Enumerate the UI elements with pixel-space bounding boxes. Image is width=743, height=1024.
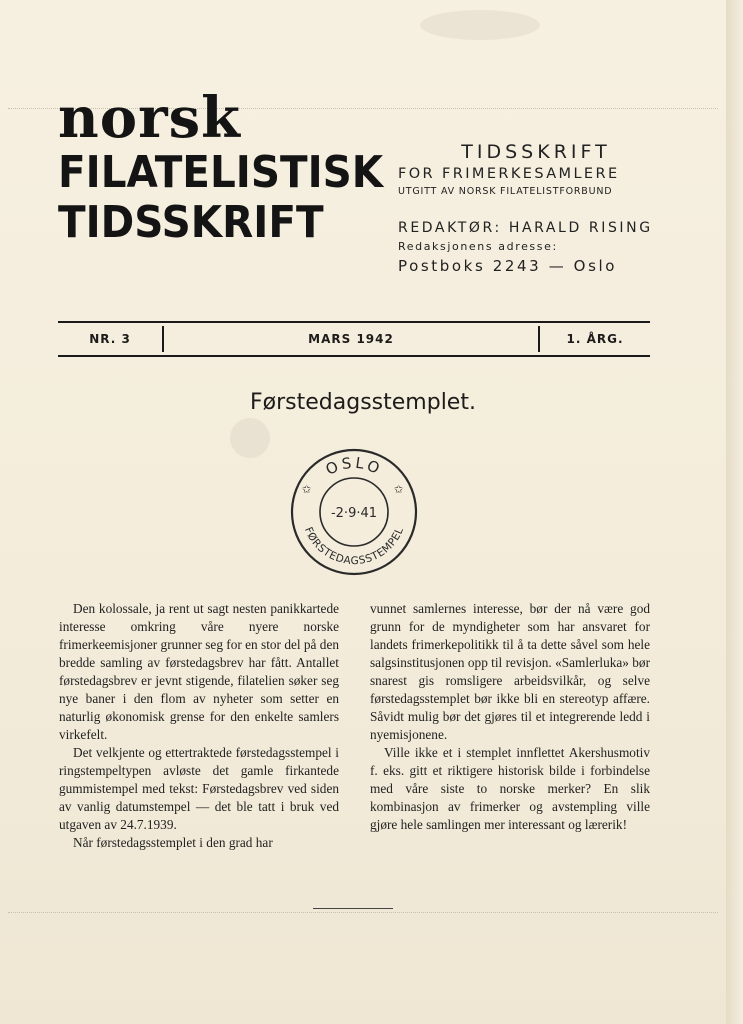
- paragraph: Ville ikke et i stemplet innflettet Akershusmotiv f. eks. gitt et riktigere historisk bilde i forbindelse med våre siste to norske merker? En slik kombinasjon av frimerker og avstempling ville gjøre hele samlingen mer interessant og lærerik!: [370, 745, 650, 832]
- publication-info: [398, 140, 658, 276]
- bottom-dotted-rule: [8, 912, 718, 913]
- info-editor: REDAKTØR: HARALD RISING: [398, 220, 653, 236]
- info-subtitle: FOR FRIMERKESAMLERE: [398, 166, 620, 182]
- issue-date: MARS 1942: [308, 332, 394, 346]
- postmark-caption: FØRSTEDAGSSTEMPEL: [301, 525, 407, 568]
- page-edge: [726, 0, 743, 1024]
- info-title: TIDSSKRIFT: [461, 141, 611, 163]
- issue-bar: [58, 321, 650, 357]
- article-column-right: [370, 600, 650, 834]
- masthead: [58, 85, 384, 248]
- masthead-filatelistisk: FILATELISTISK: [58, 147, 384, 198]
- postmark-date: -2·9·41: [330, 506, 378, 521]
- article-column-left: [59, 600, 339, 852]
- postmark-star-left: ✩: [302, 483, 312, 496]
- issue-year: 1. ÅRG.: [566, 332, 624, 346]
- article-title: Førstedagsstemplet.: [250, 390, 476, 415]
- info-publisher: UTGITT AV NORSK FILATELISTFORBUND: [398, 186, 613, 197]
- issue-number: NR. 3: [89, 332, 131, 346]
- masthead-tidsskrift: TIDSSKRIFT: [58, 197, 324, 248]
- first-day-postmark: [288, 446, 420, 578]
- article-end-rule: [313, 908, 393, 909]
- postmark-star-right: ✩: [394, 483, 404, 496]
- info-address: Postboks 2243 — Oslo: [398, 257, 618, 275]
- paragraph: Det velkjente og ettertraktede førstedagsstempel i ringstempeltypen avløste det gamle firkantede gummistempel med tekst: Førstedagsbrev ved siden av vanlig datumstempel — det ble tatt i bruk ved utgaven av 24.7.1939.: [59, 745, 339, 832]
- postmark-city: OSLO: [322, 453, 386, 479]
- masthead-norsk: norsk: [58, 85, 241, 151]
- info-address-label: Redaksjonens adresse:: [398, 240, 558, 253]
- paragraph: Den kolossale, ja rent ut sagt nesten panikkartede interesse omkring våre nyere norske frimerkeemisjoner grunner seg for en stor del på den bredde samling av førstedagsbrev har fått. Antallet førstedagsbrev er jevnt stigende, filatelien søker seg nye baner i den flom av nyheter som setter en naturlig økonomisk grense for den enkelte samlers virkefelt.: [59, 601, 339, 742]
- paragraph: vunnet samlernes interesse, bør der nå være god grunn for de myndigheter som har ansvaret for landets frimerkepolitikk til å ta dette såvel som hele salgsinstitusjonen opp til revisjon. «Samlerluka» bør snarest gis romsligere arbeidsvilkår, og selve førstedagsstemplet bør ikke bli en stereotyp affære. Såvidt mulig bør det gjøres til et integrerende ledd i nyemisjonene.: [370, 601, 650, 742]
- paper-smudge: [230, 418, 270, 458]
- paper-smudge: [420, 10, 540, 40]
- paragraph: Når førstedagsstemplet i den grad har: [73, 835, 273, 850]
